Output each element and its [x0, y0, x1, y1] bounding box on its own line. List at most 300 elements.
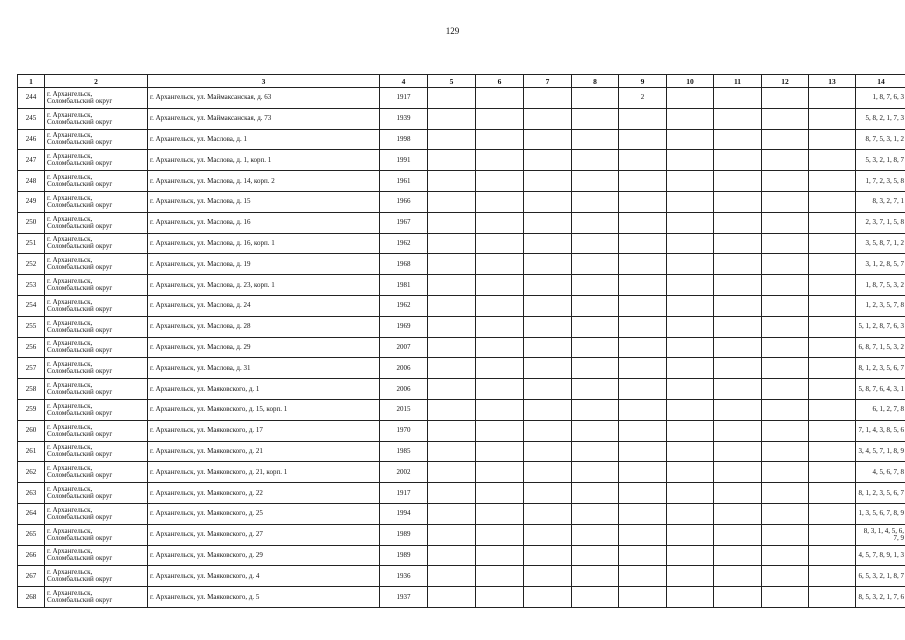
col12-cell	[762, 295, 809, 316]
col7-cell	[524, 503, 572, 524]
col12-cell	[762, 191, 809, 212]
address-cell: г. Архангельск, ул. Маслова, д. 23, корп. 1	[148, 275, 380, 296]
table-row	[18, 316, 905, 337]
col6-cell	[476, 566, 524, 587]
col9-cell	[619, 108, 667, 129]
column-header-2: 2	[45, 75, 148, 88]
col6-cell	[476, 503, 524, 524]
table-row	[18, 337, 905, 358]
col5-cell	[428, 88, 476, 109]
col8-cell	[572, 254, 619, 275]
col8-cell	[572, 275, 619, 296]
col5-cell	[428, 566, 476, 587]
district-cell	[45, 441, 148, 462]
col9-cell	[619, 483, 667, 504]
year-cell: 1962	[380, 233, 428, 254]
address-cell: г. Архангельск, ул. Маяковского, д. 21, корп. 1	[148, 462, 380, 483]
year-cell: 2015	[380, 399, 428, 420]
sequence-cell: 8, 5, 3, 2, 1, 7, 6	[856, 587, 905, 608]
col12-cell	[762, 545, 809, 566]
district-okrug: Соломбальский округ	[47, 429, 113, 438]
col5-cell	[428, 171, 476, 192]
district-city: г. Архангельск,	[47, 173, 93, 182]
col13-cell	[809, 316, 856, 337]
row-number-cell: 264	[18, 503, 45, 524]
row-number-cell: 263	[18, 483, 45, 504]
col9-cell	[619, 462, 667, 483]
col10-cell	[667, 566, 714, 587]
col6-cell	[476, 88, 524, 109]
col6-cell	[476, 337, 524, 358]
col9-cell	[619, 337, 667, 358]
col9-cell	[619, 233, 667, 254]
table-row	[18, 503, 905, 524]
sequence-cell: 2, 3, 7, 1, 5, 8	[856, 212, 905, 233]
year-cell: 1969	[380, 316, 428, 337]
address-cell: г. Архангельск, ул. Маслова, д. 14, корп. 2	[148, 171, 380, 192]
col7-cell	[524, 337, 572, 358]
address-cell: г. Архангельск, ул. Маяковского, д. 5	[148, 587, 380, 608]
row-number-cell: 253	[18, 275, 45, 296]
col13-cell	[809, 233, 856, 254]
year-cell: 1991	[380, 150, 428, 171]
col12-cell	[762, 503, 809, 524]
col10-cell	[667, 503, 714, 524]
col7-cell	[524, 191, 572, 212]
col13-cell	[809, 254, 856, 275]
row-number-cell: 265	[18, 524, 45, 545]
col11-cell	[714, 233, 762, 254]
col7-cell	[524, 358, 572, 379]
district-okrug: Соломбальский округ	[47, 284, 113, 293]
col8-cell	[572, 358, 619, 379]
col8-cell	[572, 566, 619, 587]
col9-cell	[619, 191, 667, 212]
col12-cell	[762, 337, 809, 358]
district-okrug: Соломбальский округ	[47, 450, 113, 459]
table-row	[18, 566, 905, 587]
year-cell: 1985	[380, 441, 428, 462]
year-cell: 1917	[380, 483, 428, 504]
col10-cell	[667, 358, 714, 379]
sequence-cell: 5, 3, 2, 1, 8, 7	[856, 150, 905, 171]
col11-cell	[714, 212, 762, 233]
column-header-1: 1	[18, 75, 45, 88]
district-city: г. Архангельск,	[47, 318, 93, 327]
col5-cell	[428, 316, 476, 337]
year-cell: 1966	[380, 191, 428, 212]
col10-cell	[667, 316, 714, 337]
col8-cell	[572, 108, 619, 129]
col13-cell	[809, 399, 856, 420]
col12-cell	[762, 88, 809, 109]
table-row	[18, 462, 905, 483]
year-cell: 2002	[380, 462, 428, 483]
district-okrug: Соломбальский округ	[47, 159, 113, 168]
district-city: г. Архангельск,	[47, 297, 93, 306]
district-city: г. Архангельск,	[47, 214, 93, 223]
address-cell: г. Архангельск, ул. Маяковского, д. 29	[148, 545, 380, 566]
col12-cell	[762, 420, 809, 441]
row-number-cell: 266	[18, 545, 45, 566]
column-header-5: 5	[428, 75, 476, 88]
col8-cell	[572, 420, 619, 441]
district-city: г. Архангельск,	[47, 131, 93, 140]
district-city: г. Архангельск,	[47, 360, 93, 369]
table-row	[18, 150, 905, 171]
col7-cell	[524, 441, 572, 462]
district-okrug: Соломбальский округ	[47, 138, 113, 147]
district-cell	[45, 254, 148, 275]
district-okrug: Соломбальский округ	[47, 325, 113, 334]
district-cell	[45, 212, 148, 233]
col10-cell	[667, 483, 714, 504]
col6-cell	[476, 233, 524, 254]
district-cell	[45, 88, 148, 109]
address-cell: г. Архангельск, ул. Маслова, д. 31	[148, 358, 380, 379]
address-cell: г. Архангельск, ул. Маслова, д. 1, корп. 1	[148, 150, 380, 171]
col5-cell	[428, 399, 476, 420]
col11-cell	[714, 587, 762, 608]
table-row	[18, 399, 905, 420]
col8-cell	[572, 129, 619, 150]
col10-cell	[667, 420, 714, 441]
district-okrug: Соломбальский округ	[47, 408, 113, 417]
table-row	[18, 295, 905, 316]
col5-cell	[428, 587, 476, 608]
row-number-cell: 245	[18, 108, 45, 129]
col6-cell	[476, 191, 524, 212]
col13-cell	[809, 150, 856, 171]
district-city: г. Архангельск,	[47, 526, 93, 535]
col10-cell	[667, 587, 714, 608]
table-row	[18, 587, 905, 608]
sequence-cell: 6, 8, 7, 1, 5, 3, 2	[856, 337, 905, 358]
district-okrug: Соломбальский округ	[47, 180, 113, 189]
col5-cell	[428, 524, 476, 545]
col13-cell	[809, 295, 856, 316]
housing-table	[17, 74, 905, 608]
district-city: г. Архангельск,	[47, 401, 93, 410]
col7-cell	[524, 150, 572, 171]
district-cell	[45, 337, 148, 358]
year-cell: 1939	[380, 108, 428, 129]
sequence-cell: 3, 4, 5, 7, 1, 8, 9	[856, 441, 905, 462]
sequence-cell: 6, 5, 3, 2, 1, 8, 7	[856, 566, 905, 587]
col10-cell	[667, 108, 714, 129]
col6-cell	[476, 399, 524, 420]
col5-cell	[428, 150, 476, 171]
col6-cell	[476, 212, 524, 233]
district-okrug: Соломбальский округ	[47, 471, 113, 480]
col13-cell	[809, 524, 856, 545]
col8-cell	[572, 462, 619, 483]
district-cell	[45, 171, 148, 192]
sequence-cell: 8, 1, 2, 3, 5, 6, 7	[856, 358, 905, 379]
col6-cell	[476, 462, 524, 483]
col10-cell	[667, 295, 714, 316]
col5-cell	[428, 108, 476, 129]
col8-cell	[572, 379, 619, 400]
col5-cell	[428, 295, 476, 316]
col7-cell	[524, 483, 572, 504]
col10-cell	[667, 129, 714, 150]
district-cell	[45, 420, 148, 441]
col12-cell	[762, 129, 809, 150]
district-cell	[45, 150, 148, 171]
col5-cell	[428, 129, 476, 150]
column-header-8: 8	[572, 75, 619, 88]
col8-cell	[572, 233, 619, 254]
col8-cell	[572, 316, 619, 337]
col7-cell	[524, 88, 572, 109]
col11-cell	[714, 108, 762, 129]
col13-cell	[809, 191, 856, 212]
row-number-cell: 259	[18, 399, 45, 420]
district-okrug: Соломбальский округ	[47, 492, 113, 501]
col11-cell	[714, 358, 762, 379]
district-okrug: Соломбальский округ	[47, 304, 113, 313]
address-cell: г. Архангельск, ул. Маймаксанская, д. 73	[148, 108, 380, 129]
page-number: 129	[445, 26, 460, 36]
column-header-14: 14	[856, 75, 905, 88]
col13-cell	[809, 275, 856, 296]
col13-cell	[809, 129, 856, 150]
col8-cell	[572, 337, 619, 358]
year-cell: 1937	[380, 587, 428, 608]
table-row	[18, 108, 905, 129]
address-cell: г. Архангельск, ул. Маяковского, д. 1	[148, 379, 380, 400]
col13-cell	[809, 441, 856, 462]
sequence-cell: 5, 1, 2, 8, 7, 6, 3	[856, 316, 905, 337]
district-city: г. Архангельск,	[47, 193, 93, 202]
district-city: г. Архангельск,	[47, 235, 93, 244]
district-okrug: Соломбальский округ	[47, 221, 113, 230]
district-city: г. Архангельск,	[47, 89, 93, 98]
district-okrug: Соломбальский округ	[47, 575, 113, 584]
row-number-cell: 252	[18, 254, 45, 275]
district-cell	[45, 191, 148, 212]
col10-cell	[667, 233, 714, 254]
address-cell: г. Архангельск, ул. Маяковского, д. 21	[148, 441, 380, 462]
col9-cell	[619, 295, 667, 316]
col6-cell	[476, 379, 524, 400]
col11-cell	[714, 524, 762, 545]
col13-cell	[809, 88, 856, 109]
address-cell: г. Архангельск, ул. Маяковского, д. 4	[148, 566, 380, 587]
col10-cell	[667, 524, 714, 545]
row-number-cell: 256	[18, 337, 45, 358]
district-city: г. Архангельск,	[47, 152, 93, 161]
table-row	[18, 233, 905, 254]
district-cell	[45, 483, 148, 504]
col8-cell	[572, 171, 619, 192]
year-cell: 1961	[380, 171, 428, 192]
district-city: г. Архангельск,	[47, 422, 93, 431]
column-header-9: 9	[619, 75, 667, 88]
year-cell: 1970	[380, 420, 428, 441]
col7-cell	[524, 171, 572, 192]
col11-cell	[714, 545, 762, 566]
col6-cell	[476, 275, 524, 296]
row-number-cell: 246	[18, 129, 45, 150]
col9-cell	[619, 441, 667, 462]
col9-cell	[619, 275, 667, 296]
district-okrug: Соломбальский округ	[47, 367, 113, 376]
col7-cell	[524, 129, 572, 150]
col11-cell	[714, 420, 762, 441]
col11-cell	[714, 483, 762, 504]
district-cell	[45, 462, 148, 483]
col12-cell	[762, 254, 809, 275]
address-cell: г. Архангельск, ул. Маслова, д. 19	[148, 254, 380, 275]
col8-cell	[572, 524, 619, 545]
district-okrug: Соломбальский округ	[47, 96, 113, 105]
col13-cell	[809, 462, 856, 483]
col11-cell	[714, 441, 762, 462]
year-cell: 1968	[380, 254, 428, 275]
row-number-cell: 247	[18, 150, 45, 171]
col8-cell	[572, 399, 619, 420]
col10-cell	[667, 462, 714, 483]
year-cell: 1989	[380, 524, 428, 545]
col7-cell	[524, 587, 572, 608]
year-cell: 1989	[380, 545, 428, 566]
address-cell: г. Архангельск, ул. Маслова, д. 1	[148, 129, 380, 150]
col9-cell	[619, 150, 667, 171]
col12-cell	[762, 462, 809, 483]
district-cell	[45, 316, 148, 337]
col11-cell	[714, 171, 762, 192]
district-okrug: Соломбальский округ	[47, 596, 113, 605]
col7-cell	[524, 254, 572, 275]
col6-cell	[476, 524, 524, 545]
row-number-cell: 254	[18, 295, 45, 316]
col13-cell	[809, 212, 856, 233]
col13-cell	[809, 566, 856, 587]
col5-cell	[428, 337, 476, 358]
district-cell	[45, 358, 148, 379]
row-number-cell: 257	[18, 358, 45, 379]
col10-cell	[667, 399, 714, 420]
header-row	[18, 75, 905, 88]
col9-cell	[619, 129, 667, 150]
district-cell	[45, 108, 148, 129]
col5-cell	[428, 212, 476, 233]
table-row	[18, 358, 905, 379]
col7-cell	[524, 295, 572, 316]
col7-cell	[524, 233, 572, 254]
col7-cell	[524, 420, 572, 441]
district-cell	[45, 129, 148, 150]
year-cell: 1917	[380, 88, 428, 109]
col12-cell	[762, 233, 809, 254]
year-cell: 2006	[380, 358, 428, 379]
sequence-cell: 1, 2, 3, 5, 7, 8	[856, 295, 905, 316]
col7-cell	[524, 399, 572, 420]
col5-cell	[428, 379, 476, 400]
col12-cell	[762, 108, 809, 129]
row-number-cell: 261	[18, 441, 45, 462]
col10-cell	[667, 212, 714, 233]
col10-cell	[667, 254, 714, 275]
address-cell: г. Архангельск, ул. Маслова, д. 28	[148, 316, 380, 337]
col6-cell	[476, 358, 524, 379]
col5-cell	[428, 441, 476, 462]
col12-cell	[762, 587, 809, 608]
col6-cell	[476, 150, 524, 171]
col13-cell	[809, 171, 856, 192]
col6-cell	[476, 420, 524, 441]
col5-cell	[428, 275, 476, 296]
col8-cell	[572, 295, 619, 316]
year-cell: 2007	[380, 337, 428, 358]
col8-cell	[572, 212, 619, 233]
row-number-cell: 249	[18, 191, 45, 212]
district-city: г. Архангельск,	[47, 256, 93, 265]
col7-cell	[524, 524, 572, 545]
col10-cell	[667, 379, 714, 400]
address-cell: г. Архангельск, ул. Маяковского, д. 27	[148, 524, 380, 545]
year-cell: 2006	[380, 379, 428, 400]
district-city: г. Архангельск,	[47, 464, 93, 473]
col5-cell	[428, 483, 476, 504]
col11-cell	[714, 275, 762, 296]
district-okrug: Соломбальский округ	[47, 512, 113, 521]
col11-cell	[714, 379, 762, 400]
col6-cell	[476, 129, 524, 150]
address-cell: г. Архангельск, ул. Маймаксанская, д. 63	[148, 88, 380, 109]
district-okrug: Соломбальский округ	[47, 346, 113, 355]
col13-cell	[809, 379, 856, 400]
col10-cell	[667, 441, 714, 462]
year-cell: 1967	[380, 212, 428, 233]
district-okrug: Соломбальский округ	[47, 554, 113, 563]
col6-cell	[476, 587, 524, 608]
sequence-cell: 5, 8, 7, 6, 4, 3, 1	[856, 379, 905, 400]
row-number-cell: 268	[18, 587, 45, 608]
row-number-cell: 250	[18, 212, 45, 233]
table-row	[18, 483, 905, 504]
col11-cell	[714, 316, 762, 337]
district-cell	[45, 587, 148, 608]
table-row	[18, 420, 905, 441]
col10-cell	[667, 545, 714, 566]
col12-cell	[762, 150, 809, 171]
sequence-cell: 1, 8, 7, 5, 3, 2	[856, 275, 905, 296]
table-body	[18, 88, 905, 608]
col8-cell	[572, 587, 619, 608]
district-cell	[45, 503, 148, 524]
district-city: г. Архангельск,	[47, 381, 93, 390]
col11-cell	[714, 191, 762, 212]
address-cell: г. Архангельск, ул. Маслова, д. 29	[148, 337, 380, 358]
year-cell: 1994	[380, 503, 428, 524]
sequence-cell: 8, 1, 2, 3, 5, 6, 7	[856, 483, 905, 504]
col12-cell	[762, 171, 809, 192]
address-cell: г. Архангельск, ул. Маслова, д. 15	[148, 191, 380, 212]
col7-cell	[524, 379, 572, 400]
col11-cell	[714, 88, 762, 109]
column-header-6: 6	[476, 75, 524, 88]
row-number-cell: 258	[18, 379, 45, 400]
district-okrug: Соломбальский округ	[47, 263, 113, 272]
col10-cell	[667, 171, 714, 192]
table-row	[18, 524, 905, 545]
district-cell	[45, 545, 148, 566]
col12-cell	[762, 275, 809, 296]
col12-cell	[762, 524, 809, 545]
